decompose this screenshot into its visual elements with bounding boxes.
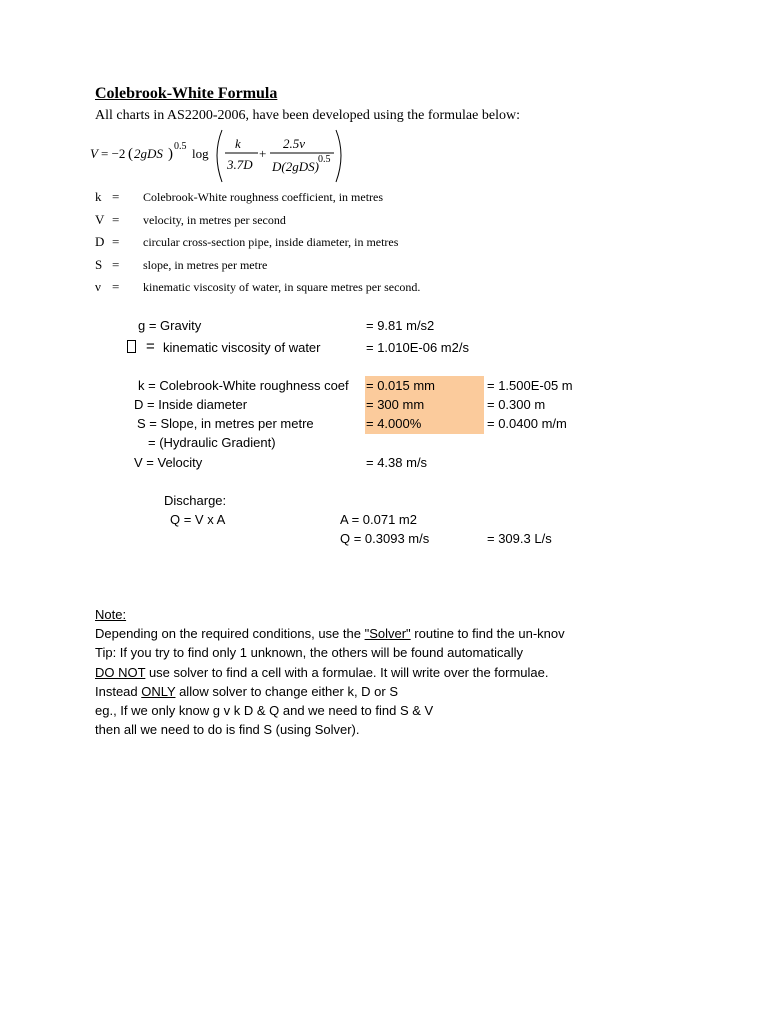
only-emphasis: ONLY xyxy=(141,684,176,699)
roughness-converted: = 1.500E-05 m xyxy=(487,378,573,393)
note-line-6: then all we need to do is find S (using Solver). xyxy=(95,722,360,737)
roughness-label: k = Colebrook-White roughness coef xyxy=(138,378,349,393)
definition-text: velocity, in metres per second xyxy=(143,213,286,227)
formula-lhs: V xyxy=(90,146,98,161)
note-line-3-b: use solver to find a cell with a formulae. It will write over the formulae. xyxy=(145,665,549,680)
definition-equals: = xyxy=(112,189,120,204)
gravity-value: = 9.81 m/s2 xyxy=(366,318,435,333)
note-line-4-a: Instead xyxy=(95,684,142,699)
formula-big-paren-left xyxy=(217,130,222,182)
formula-big-paren-right xyxy=(336,130,341,182)
hydraulic-gradient-label: = (Hydraulic Gradient) xyxy=(148,435,276,450)
viscosity-label: kinematic viscosity of water xyxy=(163,340,321,355)
definition-symbol: D xyxy=(95,234,105,249)
viscosity-value: = 1.010E-06 m2/s xyxy=(366,340,469,355)
diameter-input[interactable]: = 300 mm xyxy=(366,397,425,412)
slope-input[interactable]: = 4.000% xyxy=(366,416,422,431)
discharge-heading: Discharge: xyxy=(164,493,227,508)
note-line-1-c: routine to find the un-knov xyxy=(410,626,565,641)
note-line-3 xyxy=(95,665,549,680)
formula-inner: 2gDS xyxy=(134,146,163,161)
note-line-5: eg., If we only know g v k D & Q and we need to find S & V xyxy=(95,703,434,718)
note-line-1 xyxy=(95,626,565,641)
definition-equals: = xyxy=(112,257,120,272)
viscosity-equals: = xyxy=(146,338,155,355)
definition-symbol: S xyxy=(95,257,103,272)
slope-label: S = Slope, in metres per metre xyxy=(137,416,314,431)
nu-symbol-placeholder-icon xyxy=(127,340,136,353)
formula-den2: D(2gDS) xyxy=(272,159,319,174)
note-heading: Note: xyxy=(95,607,127,622)
discharge-formula: Q = V x A xyxy=(170,512,226,527)
formula-paren-open: ( xyxy=(128,146,133,162)
colebrook-white-equation xyxy=(88,124,358,186)
discharge-m-value: Q = 0.3093 m/s xyxy=(340,531,430,546)
definition-symbol: ν xyxy=(95,279,101,294)
formula-exponent: 0.5 xyxy=(174,141,187,152)
definition-text: Colebrook-White roughness coefficient, in metres xyxy=(143,190,384,204)
discharge-l-value: = 309.3 L/s xyxy=(487,531,552,546)
diameter-converted: = 0.300 m xyxy=(487,397,546,412)
formula-paren-close: ) xyxy=(168,146,173,162)
area-value: A = 0.071 m2 xyxy=(340,512,417,527)
roughness-input[interactable]: = 0.015 mm xyxy=(366,378,436,393)
definition-symbol: k xyxy=(95,189,102,204)
definition-text: kinematic viscosity of water, in square metres per second. xyxy=(143,280,421,294)
note-line-2: Tip: If you try to find only 1 unknown, the others will be found automatically xyxy=(95,645,524,660)
formula-k: k xyxy=(235,136,241,151)
formula-plus: + xyxy=(259,146,267,161)
formula-den1: 3.7D xyxy=(227,157,253,172)
velocity-label: V = Velocity xyxy=(134,455,203,470)
formula-log: log xyxy=(192,146,209,161)
do-not-emphasis: DO NOT xyxy=(95,665,146,680)
formula-num2: 2.5ν xyxy=(283,136,306,151)
solver-term: "Solver" xyxy=(364,626,411,641)
definition-equals: = xyxy=(112,212,120,227)
page-title: Colebrook-White Formula xyxy=(95,85,278,102)
definition-equals: = xyxy=(112,279,120,294)
velocity-value: = 4.38 m/s xyxy=(366,455,428,470)
formula-coef: = −2 xyxy=(101,146,126,161)
note-line-4-c: allow solver to change either k, D or S xyxy=(175,684,399,699)
note-line-1-a: Depending on the required conditions, use the xyxy=(95,626,365,641)
definition-symbol: V xyxy=(95,212,105,227)
definition-text: slope, in metres per metre xyxy=(143,258,268,272)
note-line-4 xyxy=(95,684,398,699)
slope-converted: = 0.0400 m/m xyxy=(487,416,567,431)
definition-equals: = xyxy=(112,234,120,249)
formula-exponent-2: 0.5 xyxy=(318,154,331,165)
diameter-label: D = Inside diameter xyxy=(134,397,248,412)
definition-text: circular cross-section pipe, inside diameter, in metres xyxy=(143,235,399,249)
gravity-label: g = Gravity xyxy=(138,318,202,333)
intro-text: All charts in AS2200-2006, have been developed using the formulae below: xyxy=(95,108,520,123)
